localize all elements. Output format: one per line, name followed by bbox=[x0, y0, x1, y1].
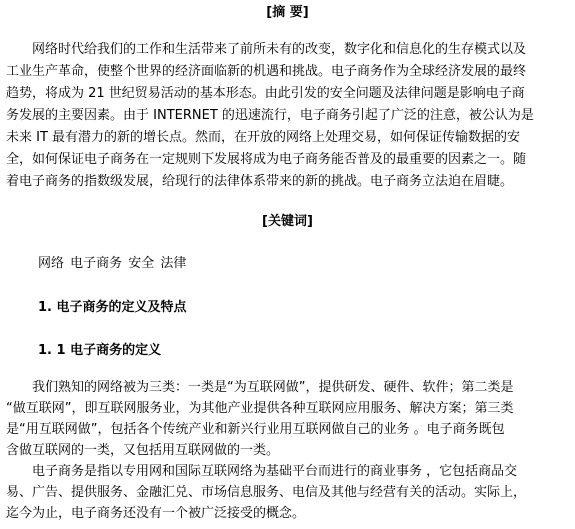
keywords-list: 网络 电子商务 安全 法律 bbox=[38, 256, 187, 271]
definition-line: 易、广告、提供服务、金融汇兑、市场信息服务、电信及其他与经营有关的活动。实际上， bbox=[6, 485, 527, 500]
definition-line: 迄今为止，电子商务还没有一个被广泛接受的概念。 bbox=[6, 506, 306, 521]
keywords-heading: [关键词] bbox=[262, 214, 313, 229]
definition-line: “做互联网”，即互联网服务业，为其他产业提供各种互联网应用服务、解决方案；第三类 bbox=[6, 401, 514, 416]
definition-line: 我们熟知的网络被为三类：一类是“为互联网做”，提供研发、硬件、软件；第二类是 bbox=[32, 380, 514, 395]
abstract-heading: [摘 要] bbox=[266, 5, 309, 20]
section-1-1-title: 1. 1 电子商务的定义 bbox=[38, 343, 162, 358]
abstract-line: 工业生产革命，使整个世界的经济面临新的机遇和挑战。电子商务作为全球经济发展的最终 bbox=[6, 64, 527, 79]
abstract-line: 全，如何保证电子商务在一定规则下发展将成为电子商务能否普及的最重要的因素之一。随 bbox=[6, 152, 527, 167]
definition-paragraph-2 bbox=[6, 461, 562, 524]
abstract-line: 趋势，将成为 21 世纪贸易活动的基本形态。由此引发的安全问题及法律问题是影响电子商 bbox=[6, 86, 525, 101]
abstract-line: 务发展的主要因素。由于 INTERNET 的迅速流行，电子商务引起了广泛的注意，被公认为是 bbox=[6, 108, 534, 123]
definition-line: 是“用互联网做”，包括各个传统产业和新兴行业用互联网做自己的业务 。电子商务既包 bbox=[6, 422, 505, 437]
abstract-line: 着电子商务的指数级发展，给现行的法律体系带来的新的挑战。电子商务立法迫在眉睫。 bbox=[6, 174, 514, 189]
definition-line: 电子商务是指以专用网和国际互联网络为基础平台而进行的商业事务 ，它包括商品交 bbox=[32, 464, 518, 479]
section-1-title: 1. 电子商务的定义及特点 bbox=[38, 300, 187, 315]
abstract-line: 未来 IT 最有潜力的新的增长点。然而，在开放的网络上处理交易，如何保证传输数据的安 bbox=[6, 130, 521, 145]
definition-paragraph-1 bbox=[6, 377, 562, 461]
abstract-paragraph bbox=[6, 39, 562, 193]
abstract-line: 网络时代给我们的工作和生活带来了前所未有的改变，数字化和信息化的生存模式以及 bbox=[32, 42, 527, 57]
definition-line: 含做互联网的一类，又包括用互联网做的一类。 bbox=[6, 443, 280, 458]
